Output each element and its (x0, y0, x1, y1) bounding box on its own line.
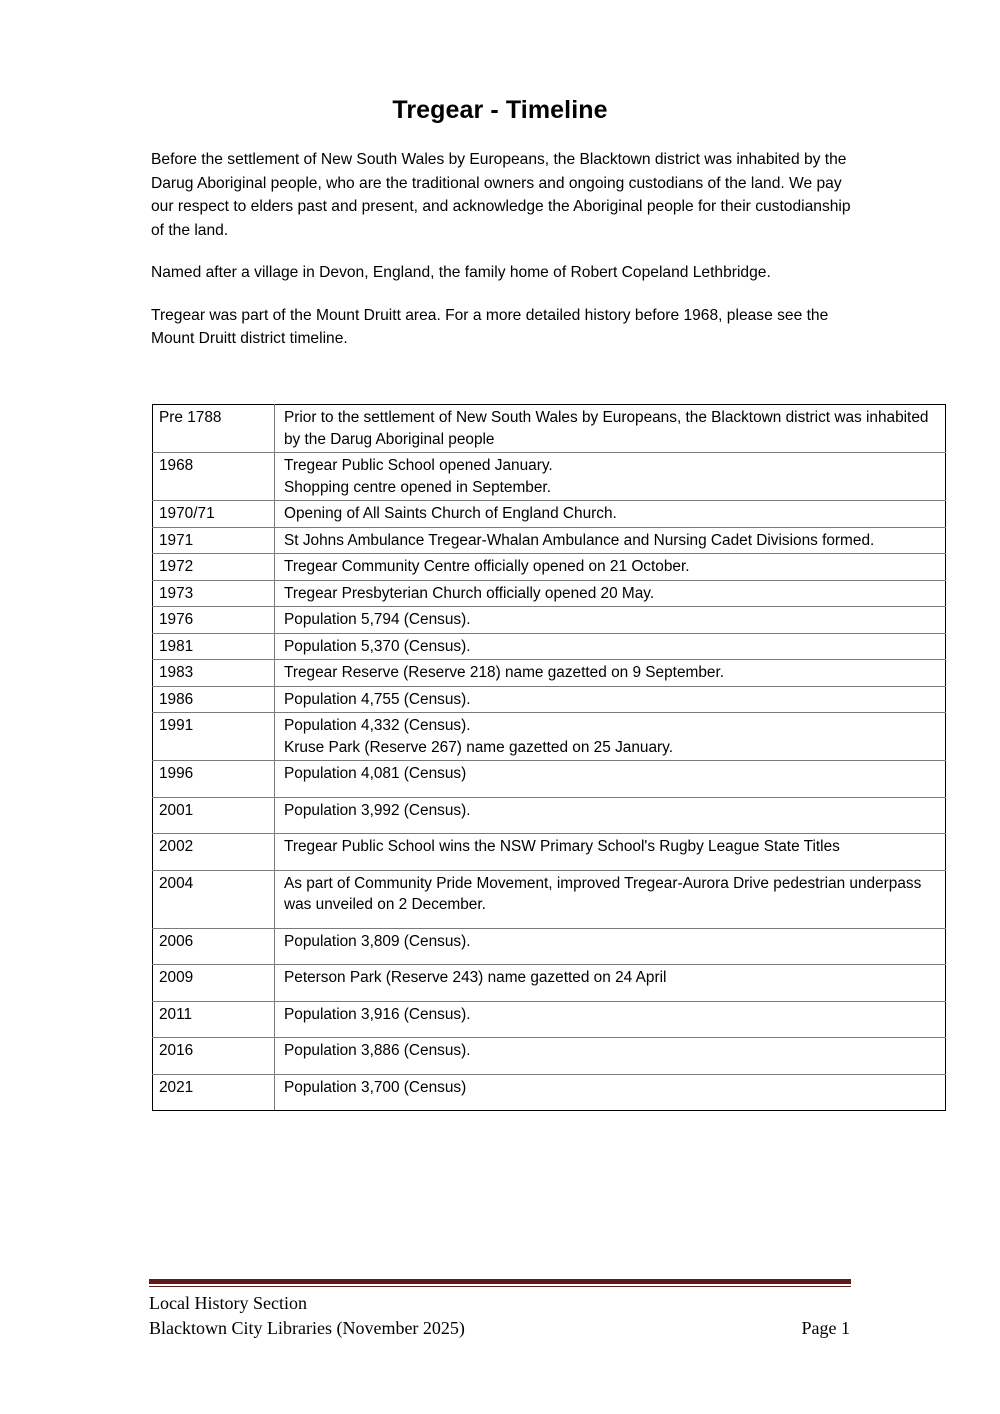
timeline-event-cell (275, 527, 946, 554)
timeline-event-cell (275, 713, 946, 761)
table-row (153, 870, 946, 928)
timeline-event-line: Population 3,700 (Census) (284, 1078, 467, 1096)
timeline-event-line: Kruse Park (Reserve 267) name gazetted on 25 January. (284, 738, 673, 756)
timeline-event-cell (275, 501, 946, 528)
table-row (153, 633, 946, 660)
timeline-event-cell (275, 1074, 946, 1111)
table-row (153, 686, 946, 713)
timeline-year-cell: Pre 1788 (153, 405, 275, 453)
timeline-year-cell: 2009 (153, 965, 275, 1002)
intro-section (151, 148, 871, 370)
table-row (153, 928, 946, 965)
timeline-event-line: Tregear Public School wins the NSW Primary School's Rugby League State Titles (284, 838, 840, 855)
timeline-event-line: Population 3,992 (Census). (284, 801, 471, 819)
timeline-year-cell: 1991 (153, 713, 275, 761)
footer-organisation: Blacktown City Libraries (November 2025) (149, 1318, 465, 1338)
timeline-year-cell: 2002 (153, 834, 275, 871)
timeline-event-cell (275, 660, 946, 687)
timeline-year-cell: 1970/71 (153, 501, 275, 528)
timeline-table (152, 404, 946, 1111)
timeline-table-body (153, 405, 946, 1111)
timeline-year-cell: 2021 (153, 1074, 275, 1111)
timeline-event-cell (275, 453, 946, 501)
footer-bottom-line (149, 1316, 851, 1341)
table-row (153, 1001, 946, 1038)
timeline-event-line: Population 3,916 (Census). (284, 1005, 471, 1023)
page-title: Tregear - Timeline (392, 95, 608, 124)
timeline-event-line: Tregear Community Centre officially opened on 21 October. (284, 558, 690, 575)
timeline-event-cell (275, 965, 946, 1002)
table-row (153, 965, 946, 1002)
page-footer (149, 1291, 851, 1341)
timeline-event-line: Shopping centre opened in September. (284, 478, 551, 496)
timeline-year-cell: 2001 (153, 797, 275, 834)
timeline-event-line: Population 4,332 (Census). (284, 717, 471, 734)
timeline-event-cell (275, 761, 946, 798)
timeline-event-line: As part of Community Pride Movement, improved Tregear-Aurora Drive pedestrian underpass was unveiled on 2 December. (284, 874, 922, 913)
timeline-event-cell (275, 633, 946, 660)
timeline-event-cell (275, 1038, 946, 1075)
table-row (153, 797, 946, 834)
timeline-event-cell (275, 686, 946, 713)
timeline-event-cell (275, 928, 946, 965)
intro-paragraph-1: Before the settlement of New South Wales by Europeans, the Blacktown district was inhabited by the Darug Aboriginal people, who are the traditional owners and ongoing custodians of the land. We pay our respect to elders past and present, and acknowledge the Aboriginal people for their custodianship of the land. (151, 151, 851, 239)
table-row (153, 554, 946, 581)
timeline-event-line: Tregear Presbyterian Church officially opened 20 May. (284, 584, 655, 602)
table-row (153, 660, 946, 687)
timeline-event-cell (275, 1001, 946, 1038)
timeline-event-line: St Johns Ambulance Tregear-Whalan Ambulance and Nursing Cadet Divisions formed. (284, 531, 875, 549)
timeline-event-line: Opening of All Saints Church of England Church. (284, 505, 617, 522)
timeline-year-cell: 1976 (153, 607, 275, 634)
timeline-event-cell (275, 797, 946, 834)
timeline-year-cell: 1983 (153, 660, 275, 687)
timeline-event-line: Prior to the settlement of New South Wales by Europeans, the Blacktown district was inhabited by the Darug Aboriginal people (284, 409, 929, 448)
timeline-event-cell (275, 405, 946, 453)
timeline-year-cell: 1968 (153, 453, 275, 501)
intro-paragraph-3: Tregear was part of the Mount Druitt area. For a more detailed history before 1968, please see the Mount Druitt district timeline. (151, 306, 829, 347)
timeline-event-line: Tregear Reserve (Reserve 218) name gazetted on 9 September. (284, 664, 725, 681)
table-row (153, 1038, 946, 1075)
timeline-event-cell (275, 870, 946, 928)
timeline-year-cell: 1986 (153, 686, 275, 713)
timeline-year-cell: 1971 (153, 527, 275, 554)
timeline-event-cell (275, 834, 946, 871)
timeline-event-line: Peterson Park (Reserve 243) name gazetted on 24 April (284, 969, 667, 986)
table-row (153, 580, 946, 607)
footer-section-label: Local History Section (149, 1293, 307, 1313)
table-row (153, 713, 946, 761)
table-row (153, 405, 946, 453)
timeline-event-cell (275, 580, 946, 607)
timeline-year-cell: 1973 (153, 580, 275, 607)
table-row (153, 761, 946, 798)
timeline-event-cell (275, 607, 946, 634)
timeline-year-cell: 2006 (153, 928, 275, 965)
timeline-year-cell: 1996 (153, 761, 275, 798)
page-number: Page 1 (801, 1318, 850, 1338)
timeline-event-line: Population 4,755 (Census). (284, 690, 471, 708)
timeline-event-line: Tregear Public School opened January. (284, 457, 553, 474)
table-row (153, 527, 946, 554)
timeline-year-cell: 2004 (153, 870, 275, 928)
timeline-event-line: Population 5,370 (Census). (284, 637, 471, 655)
timeline-event-line: Population 4,081 (Census) (284, 765, 467, 782)
timeline-year-cell: 1981 (153, 633, 275, 660)
timeline-year-cell: 1972 (153, 554, 275, 581)
timeline-year-cell: 2016 (153, 1038, 275, 1075)
timeline-event-line: Population 5,794 (Census). (284, 611, 471, 628)
timeline-year-cell: 2011 (153, 1001, 275, 1038)
timeline-event-cell (275, 554, 946, 581)
table-row (153, 834, 946, 871)
footer-divider-thin (149, 1286, 851, 1287)
table-row (153, 453, 946, 501)
footer-divider-thick (149, 1279, 851, 1284)
table-row (153, 607, 946, 634)
table-row (153, 1074, 946, 1111)
timeline-event-line: Population 3,886 (Census). (284, 1042, 471, 1059)
table-row (153, 501, 946, 528)
intro-paragraph-2: Named after a village in Devon, England, the family home of Robert Copeland Lethbridge. (151, 264, 771, 281)
timeline-event-line: Population 3,809 (Census). (284, 932, 471, 950)
